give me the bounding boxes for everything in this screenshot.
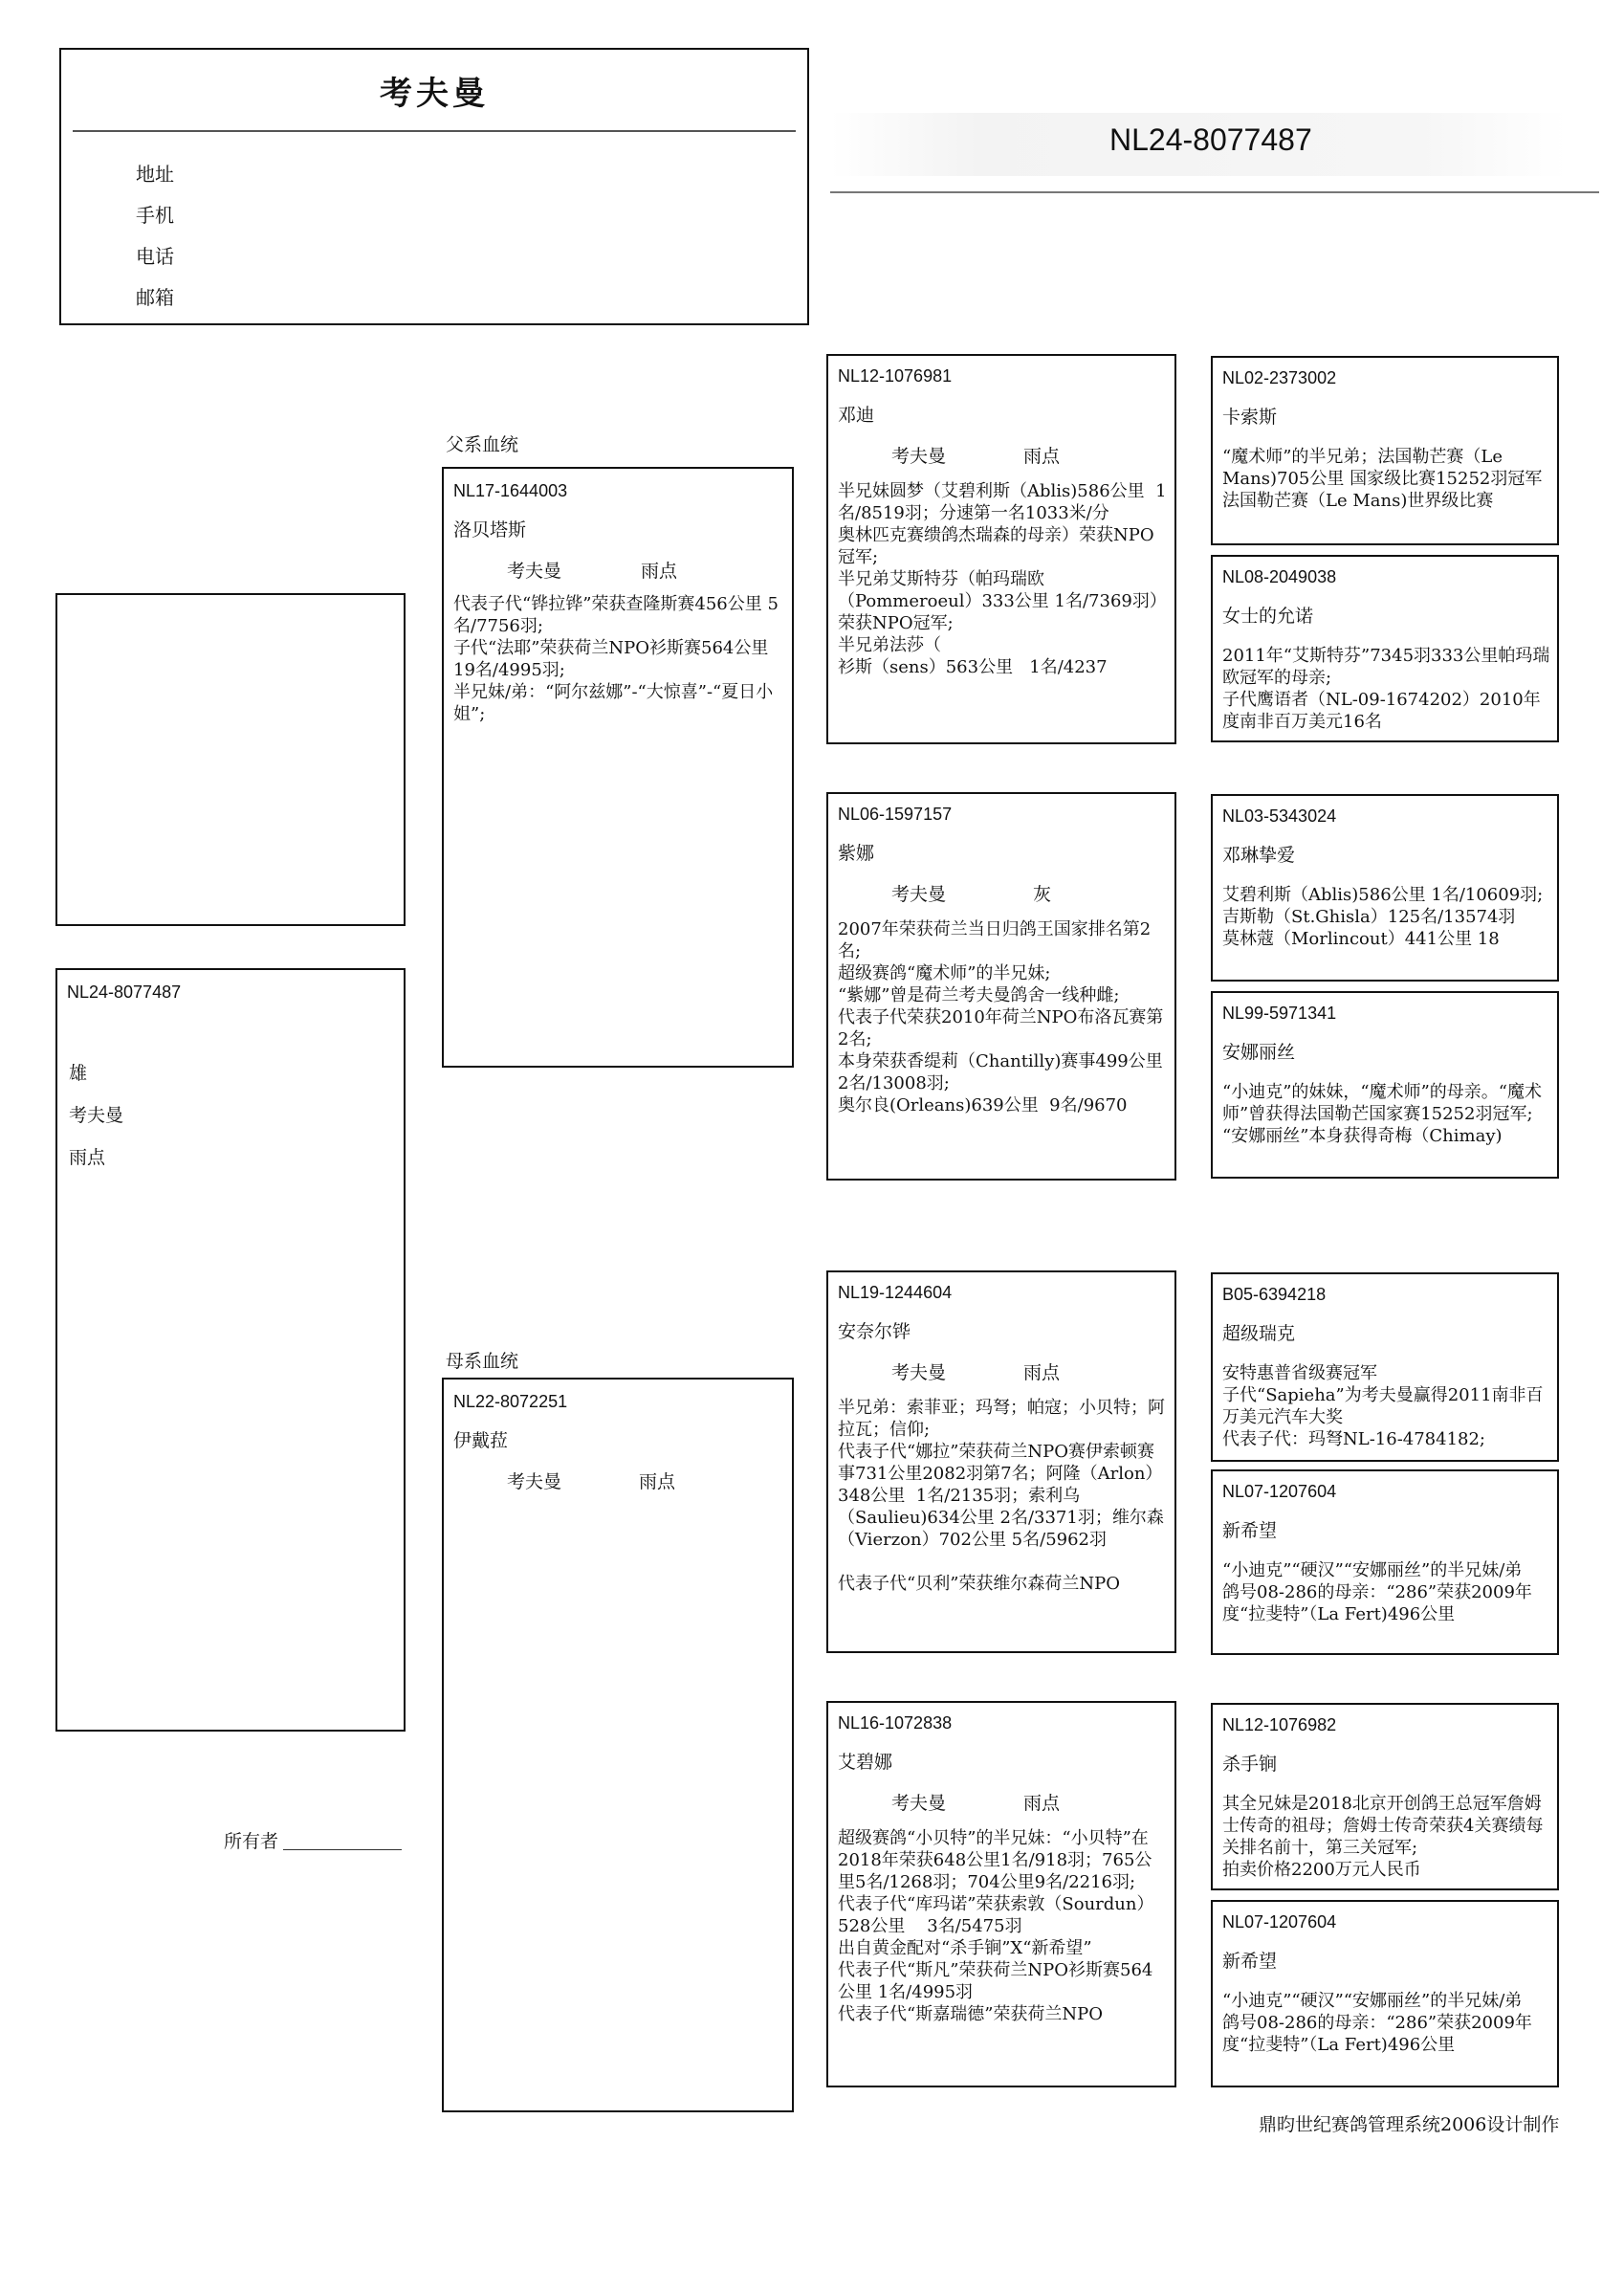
sdd-box [1211, 991, 1559, 1179]
sire-sire-notes: 半兄妹圆梦（艾碧利斯（Ablis)586公里 1名/8519羽；分速第一名1033米/分 奥林匹克赛缋鸽杰瑞森的母亲）荣获NPO冠军; 半兄弟艾斯特芬（帕玛瑞欧（Pommeroeul）333公里 1名/7369羽）荣获NPO冠军; 半兄弟法莎（ 衫斯（sens）563公里 1名/4237 [838, 481, 1167, 677]
email-label: 邮箱 [136, 286, 174, 309]
dsd-name: 新希望 [1222, 1520, 1278, 1541]
sire-dam-box [826, 792, 1176, 1181]
ddd-box [1211, 1900, 1559, 2087]
dam-dam-box [826, 1701, 1176, 2087]
dam-sire-ring: NL19-1244604 [838, 1283, 953, 1302]
sdd-notes: “小迪克”的妹妹，“魔术师”的母亲。“魔术师”曾获得法国勒芒国家赛15252羽冠军; “安娜丽丝”本身获得奇梅（Chimay) [1222, 1082, 1543, 1146]
address-label: 地址 [136, 163, 174, 186]
dam-dam-name: 艾碧娜 [838, 1752, 893, 1773]
sire-section-label: 父系血统 [446, 434, 519, 455]
ring-number-title: NL24-8077487 [1109, 122, 1312, 157]
dss-box [1211, 1272, 1559, 1462]
sire-name: 洛贝塔斯 [453, 519, 527, 541]
photo-box [55, 593, 406, 926]
subject-breeder: 考夫曼 [69, 1105, 124, 1126]
dsd-notes: “小迪克”“硬汉”“安娜丽丝”的半兄妹/弟 鸽号08-286的母亲：“286”荣获2009年度“拉斐特”（La Fert)496公里 [1222, 1560, 1532, 1624]
ddd-name: 新希望 [1222, 1951, 1278, 1972]
sire-sire-color: 雨点 [1023, 446, 1061, 467]
ddd-ring: NL07-1207604 [1222, 1912, 1337, 1932]
ddd-notes: “小迪克”“硬汉”“安娜丽丝”的半兄妹/弟 鸽号08-286的母亲：“286”荣获2009年度“拉斐特”（La Fert)496公里 [1222, 1991, 1532, 2055]
dam-color: 雨点 [639, 1471, 676, 1492]
sire-dam-color: 灰 [1033, 884, 1052, 905]
sss-name: 卡索斯 [1222, 407, 1278, 428]
header-divider [73, 130, 796, 132]
sire-color: 雨点 [641, 561, 678, 582]
dss-notes: 安特惠普省级赛冠军 子代“Sapieha”为考夫曼赢得2011南非百万美元汽车大奖 代表子代：玛弩NL-16-4784182; [1222, 1363, 1544, 1449]
sire-notes: 代表子代“铧拉铧”荣获查隆斯赛456公里 5名/7756羽; 子代“法耶”荣获荷兰NPO衫斯赛564公里19名/4995羽; 半兄妹/弟：“阿尔兹娜”-“大惊喜”-“夏日小姐”; [453, 594, 779, 724]
sdd-name: 安娜丽丝 [1222, 1042, 1296, 1063]
sire-dam-name: 紫娜 [838, 843, 875, 864]
dam-box [442, 1378, 794, 2112]
ssd-ring: NL08-2049038 [1222, 567, 1337, 586]
dam-dam-breeder: 考夫曼 [891, 1793, 947, 1814]
dds-ring: NL12-1076982 [1222, 1715, 1337, 1734]
ssd-name: 女士的允诺 [1222, 606, 1314, 627]
sds-ring: NL03-5343024 [1222, 806, 1337, 826]
sire-dam-notes: 2007年荣获荷兰当日归鸽王国家排名第2名; 超级赛鸽“魔术师”的半兄妹; “紫娜”曾是荷兰考夫曼鸽舍一线种雌; 代表子代荣获2010年荷兰NPO布洛瓦赛第2名; 本身荣获香缇莉（Chantilly)赛事499公里 2名/13008羽; 奥尔良(Orleans)639公里 9名/9670 [838, 919, 1164, 1115]
dam-sire-notes: 半兄弟：索菲亚；玛弩；帕寇；小贝特；阿拉瓦；信仰; 代表子代“娜拉”荣获荷兰NPO赛伊索顿赛事731公里2082羽第7名；阿隆（Arlon）348公里 1名/2135羽；索利乌（Saulieu)634公里 2名/3371羽；维尔森（Vierzon）702公里 5名/5962羽 代表子代“贝利”荣获维尔森荷兰NPO [838, 1398, 1165, 1594]
dds-notes: 其全兄妹是2018北京开创鸽王总冠军詹姆士传奇的祖母；詹姆士传奇荣获4关赛绩每关排名前十，第三关冠军; 拍卖价格2200万元人民币 [1222, 1794, 1544, 1880]
sire-dam-ring: NL06-1597157 [838, 805, 953, 824]
dam-dam-ring: NL16-1072838 [838, 1713, 953, 1733]
sds-name: 邓琳挚爱 [1222, 845, 1296, 866]
dss-name: 超级瑞克 [1222, 1323, 1296, 1344]
sds-notes: 艾碧利斯（Ablis)586公里 1名/10609羽; 吉斯勒（St.Ghisla）125名/13574羽 莫林蔻（Morlincout）441公里 18 [1222, 885, 1544, 949]
breeder-header-box [59, 48, 809, 325]
owner-label: 所有者 [224, 1831, 279, 1852]
breeder-title: 考夫曼 [380, 75, 489, 113]
sds-box [1211, 794, 1559, 982]
ssd-box [1211, 555, 1559, 742]
footer-credit: 鼎昀世纪赛鸽管理系统2006设计制作 [1259, 2114, 1560, 2135]
sire-dam-breeder: 考夫曼 [891, 884, 947, 905]
sss-ring: NL02-2373002 [1222, 368, 1337, 387]
dam-sire-box [826, 1270, 1176, 1653]
dss-ring: B05-6394218 [1222, 1285, 1327, 1304]
sire-box [442, 467, 794, 1068]
sdd-ring: NL99-5971341 [1222, 1004, 1337, 1023]
dam-breeder: 考夫曼 [507, 1471, 562, 1492]
sss-box [1211, 356, 1559, 545]
dsd-box [1211, 1469, 1559, 1655]
dam-dam-notes: 超级赛鸽“小贝特”的半兄妹：“小贝特”在2018年荣获648公里1名/918羽；765公里5名/1268羽；704公里9名/2216羽; 代表子代“库玛诺”荣获索敦（Sourdun）528公里 3名/5475羽 出自黄金配对“杀手锏”X“新希望” 代表子代“斯凡”荣获荷兰NPO衫斯赛564公里 1名/4995羽 代表子代“斯嘉瑞德”荣获荷兰NPO [838, 1828, 1154, 2024]
subject-ring: NL24-8077487 [67, 982, 182, 1002]
sire-ring: NL17-1644003 [453, 481, 568, 500]
ssd-notes: 2011年“艾斯特芬”7345羽333公里帕玛瑞欧冠军的母亲; 子代鹰语者（NL-09-1674202）2010年度南非百万美元16名 [1222, 646, 1550, 732]
owner-line [283, 1849, 402, 1850]
dsd-ring: NL07-1207604 [1222, 1482, 1337, 1501]
sire-breeder: 考夫曼 [507, 561, 562, 582]
sire-sire-ring: NL12-1076981 [838, 366, 953, 386]
ring-title-underline [830, 191, 1599, 193]
dds-box [1211, 1703, 1559, 1890]
dam-sire-color: 雨点 [1023, 1362, 1061, 1383]
mobile-label: 手机 [136, 204, 174, 227]
sire-sire-name: 邓迪 [838, 405, 875, 426]
dam-sire-breeder: 考夫曼 [891, 1362, 947, 1383]
dam-section-label: 母系血统 [446, 1351, 519, 1372]
sss-notes: “魔术师”的半兄弟；法国勒芒赛（Le Mans)705公里 国家级比赛15252羽冠军 法国勒芒赛（Le Mans)世界级比赛 [1222, 447, 1543, 511]
dam-name: 伊戴菈 [453, 1430, 509, 1451]
subject-sex: 雄 [69, 1063, 88, 1084]
subject-color: 雨点 [69, 1147, 106, 1168]
dds-name: 杀手锏 [1222, 1754, 1278, 1775]
dam-sire-name: 安奈尔铧 [838, 1321, 911, 1342]
dam-ring: NL22-8072251 [453, 1392, 568, 1411]
sire-sire-box [826, 354, 1176, 744]
sire-sire-breeder: 考夫曼 [891, 446, 947, 467]
dam-dam-color: 雨点 [1023, 1793, 1061, 1814]
phone-label: 电话 [136, 245, 174, 268]
subject-pigeon-box [55, 968, 406, 1732]
